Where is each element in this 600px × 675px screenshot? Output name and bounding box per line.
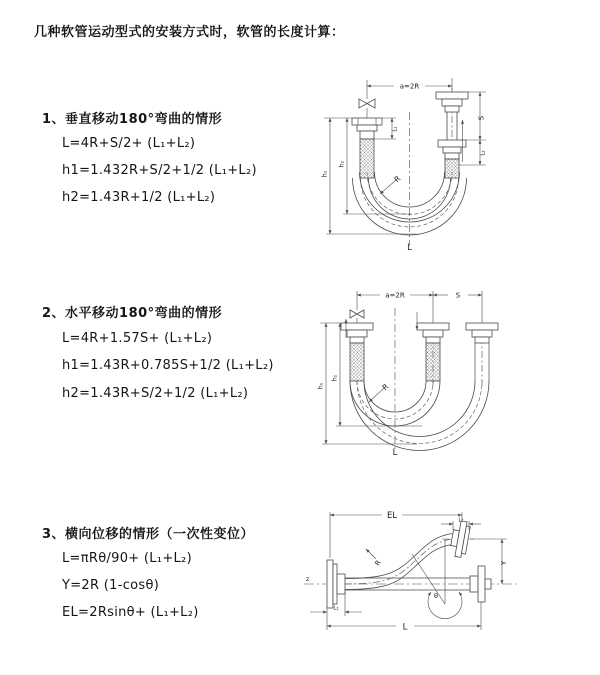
diagram-horizontal-180-bend bbox=[312, 286, 584, 458]
section-3-heading: 3、横向位移的情形（一次性变位） bbox=[42, 527, 255, 542]
dim-label-s: S bbox=[455, 291, 461, 300]
section-3-formula-EL: EL=2Rsinθ+ (L₁+L₂) bbox=[62, 605, 199, 620]
braided-hose-section bbox=[445, 159, 459, 178]
dim-label-r: R bbox=[380, 381, 391, 393]
angle-label-theta: θ bbox=[434, 592, 438, 600]
dim-label-h1: h₁ bbox=[317, 382, 325, 390]
dim-label-l: L bbox=[402, 622, 408, 633]
dim-label-a2r: a=2R bbox=[399, 82, 420, 91]
section-1-heading: 1、垂直移动180°弯曲的情形 bbox=[42, 112, 223, 127]
braided-hose-section bbox=[426, 343, 440, 381]
dim-label-y: Y bbox=[500, 560, 508, 566]
dim-label-a2r: a=2R bbox=[385, 291, 405, 300]
dim-label-h1: h₁ bbox=[321, 170, 329, 178]
section-1-formula-h2: h2=1.43R+1/2 (L₁+L₂) bbox=[62, 190, 216, 205]
dim-label-s: S bbox=[477, 115, 486, 121]
section-1-formula-L: L=4R+S/2+ (L₁+L₂) bbox=[62, 136, 196, 151]
dim-label-r: R bbox=[373, 558, 383, 568]
dim-label-h2: h₂ bbox=[331, 374, 339, 382]
section-1-formula-h1: h1=1.432R+S/2+1/2 (L₁+L₂) bbox=[62, 163, 257, 178]
section-2-formula-L: L=4R+1.57S+ (L₁+L₂) bbox=[62, 331, 213, 346]
section-2-formula-h2: h2=1.43R+S/2+1/2 (L₁+L₂) bbox=[62, 386, 249, 401]
dim-label-l2: L₂ bbox=[480, 150, 487, 156]
section-3-formula-Y: Y=2R (1-cosθ) bbox=[62, 578, 160, 593]
dim-label-l1: L₁ bbox=[333, 605, 339, 612]
valve-icon bbox=[350, 310, 364, 318]
displaced-flange bbox=[449, 517, 471, 558]
section-3-formula-L: L=πRθ/90+ (L₁+L₂) bbox=[62, 551, 192, 566]
section-2-formula-h1: h1=1.43R+0.785S+1/2 (L₁+L₂) bbox=[62, 358, 274, 373]
valve-icon bbox=[359, 99, 375, 108]
page-title: 几种软管运动型式的安装方式时，软管的长度计算： bbox=[34, 25, 345, 40]
dim-label-r: R bbox=[392, 173, 403, 185]
diagram-lateral-displacement bbox=[302, 508, 590, 644]
braided-hose-section bbox=[350, 343, 364, 381]
dim-label-l: L bbox=[392, 448, 398, 458]
dim-label-l2: L₂ bbox=[458, 517, 464, 524]
dim-label-h2: h₂ bbox=[338, 160, 346, 168]
braided-hose-section bbox=[360, 139, 374, 178]
diagram-vertical-180-bend bbox=[312, 72, 568, 254]
centerline-mark-z: z bbox=[306, 576, 310, 583]
dim-label-l: L bbox=[407, 243, 412, 253]
section-2-heading: 2、水平移动180°弯曲的情形 bbox=[42, 306, 223, 321]
dim-label-el: EL bbox=[386, 511, 398, 521]
dim-label-l1: L₁ bbox=[392, 126, 399, 132]
